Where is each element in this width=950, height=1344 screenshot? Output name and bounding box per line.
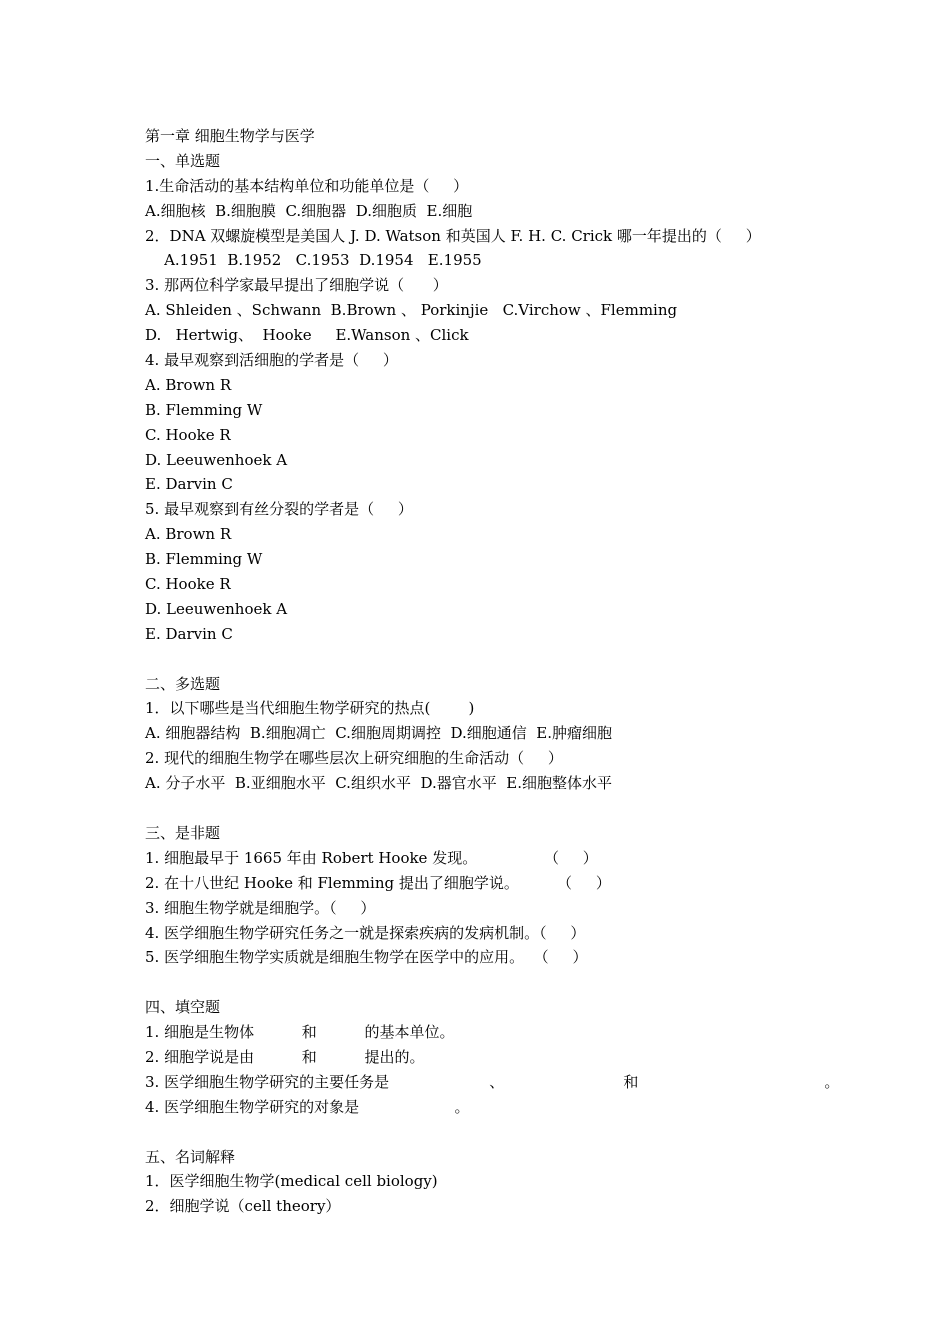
question-line: 1．医学细胞生物学(medical cell biology) xyxy=(145,1172,438,1191)
section-heading: 一、单选题 xyxy=(145,151,221,170)
options-line: A.1951 B.1952 C.1953 D.1954 E.1955 xyxy=(145,251,482,270)
question-line: 1.生命活动的基本结构单位和功能单位是（ ） xyxy=(145,176,469,195)
question-line: 5. 最早观察到有丝分裂的学者是（ ） xyxy=(145,500,413,519)
option-item: E. Darvin C xyxy=(145,624,233,643)
question-line: 1. 细胞最早于 1665 年由 Robert Hooke 发现。 （ ） xyxy=(145,848,598,867)
question-line: 4. 医学细胞生物学研究的对象是 。 xyxy=(145,1097,470,1116)
blank-line xyxy=(145,970,825,995)
question-line: 4. 最早观察到活细胞的学者是（ ） xyxy=(145,351,398,370)
question-line: 3. 医学细胞生物学研究的主要任务是 、 和 。 xyxy=(145,1072,840,1091)
blank-line xyxy=(145,647,825,672)
option-item: A. Brown R xyxy=(145,525,232,544)
question-line: 2．DNA 双螺旋模型是美国人 J. D. Watson 和英国人 F. H. C. Crick 哪一年提出的（ ） xyxy=(145,226,761,245)
options-line: A. 分子水平 B.亚细胞水平 C.组织水平 D.器官水平 E.细胞整体水平 xyxy=(145,774,612,793)
question-line: 3. 细胞生物学就是细胞学。（ ） xyxy=(145,898,376,917)
options-line: A. Shleiden 、Schwann B.Brown 、 Porkinjie C.Virchow 、Flemming xyxy=(145,301,678,320)
question-line: 5. 医学细胞生物学实质就是细胞生物学在医学中的应用。 （ ） xyxy=(145,948,588,967)
question-line: 2．细胞学说（cell theory） xyxy=(145,1197,341,1216)
blank-line xyxy=(145,1120,825,1145)
option-item: C. Hooke R xyxy=(145,575,231,594)
question-line: 3. 那两位科学家最早提出了细胞学说（ ） xyxy=(145,276,448,295)
question-line: 1．以下哪些是当代细胞生物学研究的热点( ) xyxy=(145,699,475,718)
option-item: C. Hooke R xyxy=(145,425,231,444)
section-heading: 五、名词解释 xyxy=(145,1147,236,1166)
section-heading: 四、填空题 xyxy=(145,998,221,1017)
blank-line xyxy=(145,796,825,821)
document-content xyxy=(145,124,840,1219)
option-item: D. Leeuwenhoek A xyxy=(145,599,288,618)
options-line: A.细胞核 B.细胞膜 C.细胞器 D.细胞质 E.细胞 xyxy=(145,201,473,220)
options-line: D. Hertwig、 Hooke E.Wanson 、Click xyxy=(145,326,469,345)
option-item: D. Leeuwenhoek A xyxy=(145,450,288,469)
option-item: B. Flemming W xyxy=(145,400,263,419)
chapter-title: 第一章 细胞生物学与医学 xyxy=(145,127,315,145)
question-line: 2. 在十八世纪 Hooke 和 Flemming 提出了细胞学说。 （ ） xyxy=(145,873,611,892)
section-heading: 二、多选题 xyxy=(145,674,221,693)
question-line: 2. 细胞学说是由 和 提出的。 xyxy=(145,1047,425,1066)
question-line: 1. 细胞是生物体 和 的基本单位。 xyxy=(145,1023,455,1042)
question-line: 4. 医学细胞生物学研究任务之一就是探索疾病的发病机制。（ ） xyxy=(145,923,586,942)
section-heading: 三、是非题 xyxy=(145,823,221,842)
question-line: 2. 现代的细胞生物学在哪些层次上研究细胞的生命活动（ ） xyxy=(145,749,563,768)
option-item: A. Brown R xyxy=(145,375,232,394)
option-item: E. Darvin C xyxy=(145,475,233,494)
option-item: B. Flemming W xyxy=(145,550,263,569)
options-line: A. 细胞器结构 B.细胞凋亡 C.细胞周期调控 D.细胞通信 E.肿瘤细胞 xyxy=(145,724,612,743)
